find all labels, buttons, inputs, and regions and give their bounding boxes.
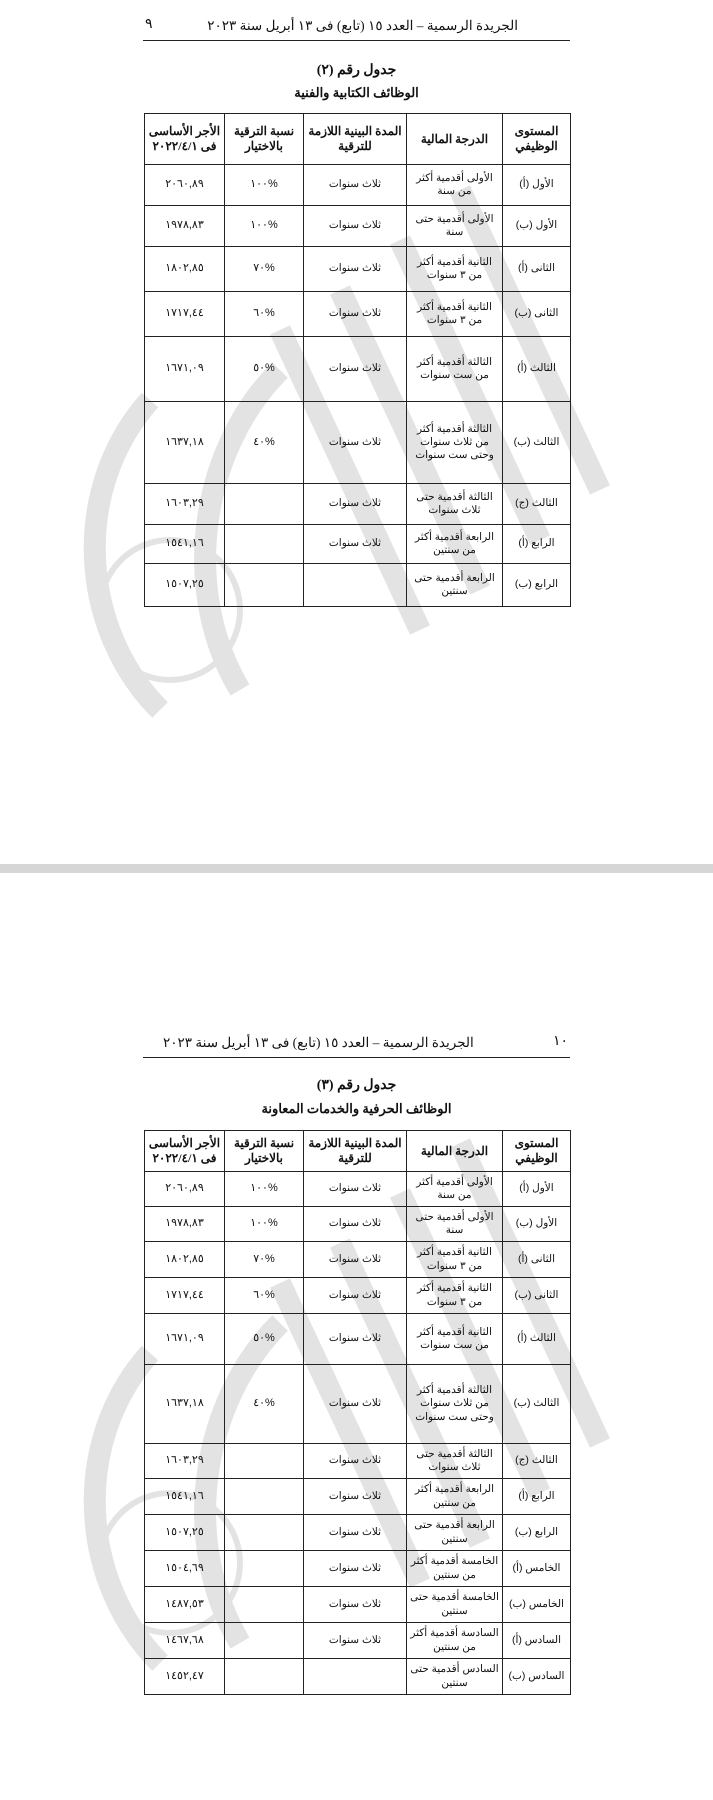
promotion-duration-cell: ثلاث سنوات: [304, 165, 407, 206]
financial-grade-cell: السادس أقدمية حتى سنتين: [407, 1659, 503, 1695]
promotion-ratio-cell: %٤٠: [225, 1365, 304, 1444]
promotion-ratio-cell: %١٠٠: [225, 1172, 304, 1207]
promotion-duration-cell: ثلاث سنوات: [304, 484, 407, 525]
job-level-cell: الثانى (ب): [503, 1278, 571, 1314]
table-row: [145, 484, 571, 525]
financial-grade-cell: الثالثة أقدمية حتى ثلاث سنوات: [407, 484, 503, 525]
job-level-cell: الثالث (ب): [503, 1365, 571, 1444]
basic-wage-cell: ٢٠٦٠,٨٩: [145, 1172, 225, 1207]
table-row: [145, 247, 571, 292]
promotion-duration-cell: ثلاث سنوات: [304, 247, 407, 292]
promotion-ratio-cell: [225, 525, 304, 564]
job-level-cell: الأول (ب): [503, 206, 571, 247]
job-level-cell: السادس (أ): [503, 1623, 571, 1659]
job-level-cell: الخامس (أ): [503, 1551, 571, 1587]
financial-grade-cell: الرابعة أقدمية حتى سنتين: [407, 1515, 503, 1551]
financial-grade-cell: الثالثة أقدمية حتى ثلاث سنوات: [407, 1444, 503, 1479]
financial-grade-cell: الأولى أقدمية أكثر من سنة: [407, 1172, 503, 1207]
basic-wage-cell: ١٦٧١,٠٩: [145, 337, 225, 402]
financial-grade-cell: الثالثة أقدمية أكثر من ست سنوات: [407, 337, 503, 402]
table-row: [145, 1207, 571, 1242]
promotion-duration-cell: [304, 1659, 407, 1695]
basic-wage-cell: ١٦٠٣,٢٩: [145, 1444, 225, 1479]
table-row: [145, 1515, 571, 1551]
table-row: [145, 525, 571, 564]
table-row: [145, 1314, 571, 1365]
gazette-page-10: [0, 873, 713, 1800]
financial-grade-cell: الثالثة أقدمية أكثر من ثلاث سنوات وحتى ست سنوات: [407, 402, 503, 484]
table-row: [145, 1623, 571, 1659]
table-row: [145, 1551, 571, 1587]
promotion-duration-cell: ثلاث سنوات: [304, 1365, 407, 1444]
column-header: نسبة الترقية بالاختيار: [225, 114, 304, 165]
basic-wage-cell: ١٥٠٧,٢٥: [145, 1515, 225, 1551]
basic-wage-cell: ١٨٠٢,٨٥: [145, 1242, 225, 1278]
basic-wage-cell: ١٦٣٧,١٨: [145, 1365, 225, 1444]
promotion-duration-cell: [304, 564, 407, 607]
job-level-cell: الأول (أ): [503, 1172, 571, 1207]
financial-grade-cell: الخامسة أقدمية أكثر من سنتين: [407, 1551, 503, 1587]
promotion-ratio-cell: [225, 564, 304, 607]
table-row: [145, 1659, 571, 1695]
promotion-ratio-cell: %٦٠: [225, 1278, 304, 1314]
table-row: [145, 1278, 571, 1314]
job-level-cell: الثانى (أ): [503, 247, 571, 292]
column-header: المدة البينية اللازمة للترقية: [304, 114, 407, 165]
promotion-ratio-cell: [225, 1659, 304, 1695]
basic-wage-cell: ٢٠٦٠,٨٩: [145, 165, 225, 206]
financial-grade-cell: الرابعة أقدمية حتى سنتين: [407, 564, 503, 607]
basic-wage-cell: ١٤٥٢,٤٧: [145, 1659, 225, 1695]
table-row: [145, 1479, 571, 1515]
promotion-ratio-cell: [225, 1551, 304, 1587]
table-row: [145, 1587, 571, 1623]
page-number: ٩: [145, 17, 153, 32]
promotion-ratio-cell: %٥٠: [225, 337, 304, 402]
table-row: [145, 1172, 571, 1207]
job-level-cell: الأول (أ): [503, 165, 571, 206]
job-level-cell: الثالث (ب): [503, 402, 571, 484]
column-header: المدة البينية اللازمة للترقية: [304, 1131, 407, 1172]
promotion-duration-cell: ثلاث سنوات: [304, 1207, 407, 1242]
basic-wage-cell: ١٨٠٢,٨٥: [145, 247, 225, 292]
financial-grade-cell: الأولى أقدمية أكثر من سنة: [407, 165, 503, 206]
promotion-ratio-cell: [225, 1587, 304, 1623]
promotion-duration-cell: ثلاث سنوات: [304, 1515, 407, 1551]
promotion-ratio-cell: %٤٠: [225, 402, 304, 484]
basic-wage-cell: ١٩٧٨,٨٣: [145, 1207, 225, 1242]
financial-grade-cell: الثالثة أقدمية أكثر من ثلاث سنوات وحتى ست سنوات: [407, 1365, 503, 1444]
table-row: [145, 165, 571, 206]
table-row: [145, 1444, 571, 1479]
job-level-cell: الثالث (ج): [503, 484, 571, 525]
promotion-ratio-cell: %١٠٠: [225, 1207, 304, 1242]
promotion-ratio-cell: %٦٠: [225, 292, 304, 337]
promotion-duration-cell: ثلاث سنوات: [304, 1551, 407, 1587]
promotion-duration-cell: ثلاث سنوات: [304, 337, 407, 402]
financial-grade-cell: السادسة أقدمية أكثر من سنتين: [407, 1623, 503, 1659]
basic-wage-cell: ١٥٤١,١٦: [145, 525, 225, 564]
basic-wage-cell: ١٧١٧,٤٤: [145, 292, 225, 337]
promotion-ratio-cell: [225, 1623, 304, 1659]
financial-grade-cell: الثانية أقدمية أكثر من ٣ سنوات: [407, 292, 503, 337]
financial-grade-cell: الخامسة أقدمية حتى سنتين: [407, 1587, 503, 1623]
basic-wage-cell: ١٥٤١,١٦: [145, 1479, 225, 1515]
promotion-duration-cell: ثلاث سنوات: [304, 1479, 407, 1515]
promotion-ratio-cell: [225, 1515, 304, 1551]
promotion-duration-cell: ثلاث سنوات: [304, 292, 407, 337]
basic-wage-cell: ١٥٠٤,٦٩: [145, 1551, 225, 1587]
promotion-ratio-cell: [225, 1479, 304, 1515]
job-level-cell: الثانى (أ): [503, 1242, 571, 1278]
column-header: المستوى الوظيفي: [503, 1131, 571, 1172]
basic-wage-cell: ١٤٨٧,٥٣: [145, 1587, 225, 1623]
promotion-duration-cell: ثلاث سنوات: [304, 1242, 407, 1278]
promotion-ratio-cell: %٧٠: [225, 247, 304, 292]
page-header: [143, 10, 570, 41]
job-level-cell: الرابع (أ): [503, 525, 571, 564]
promotion-duration-cell: ثلاث سنوات: [304, 206, 407, 247]
gazette-issue-title: الجريدة الرسمية – العدد ١٥ (تابع) فى ١٣ أبريل سنة ٢٠٢٣: [163, 1035, 474, 1050]
promotion-duration-cell: ثلاث سنوات: [304, 1623, 407, 1659]
column-header: نسبة الترقية بالاختيار: [225, 1131, 304, 1172]
table-row: [145, 206, 571, 247]
promotion-duration-cell: ثلاث سنوات: [304, 1444, 407, 1479]
salary-table: [144, 113, 571, 607]
table-title: جدول رقم (٢): [316, 63, 397, 78]
financial-grade-cell: الرابعة أقدمية أكثر من سنتين: [407, 525, 503, 564]
table-title: جدول رقم (٣): [316, 1078, 397, 1093]
table-subtitle: الوظائف الحرفية والخدمات المعاونة: [261, 1101, 452, 1116]
table-row: [145, 337, 571, 402]
job-level-cell: الثالث (أ): [503, 337, 571, 402]
table-row: [145, 1242, 571, 1278]
financial-grade-cell: الثانية أقدمية أكثر من ست سنوات: [407, 1314, 503, 1365]
basic-wage-cell: ١٤٦٧,٦٨: [145, 1623, 225, 1659]
table-row: [145, 1365, 571, 1444]
table-header-row: [145, 114, 571, 165]
promotion-ratio-cell: [225, 1444, 304, 1479]
salary-table: [144, 1130, 571, 1695]
promotion-duration-cell: ثلاث سنوات: [304, 1172, 407, 1207]
table-header-row: [145, 1131, 571, 1172]
column-header: الأجر الأساسى فى ٢٠٢٢/٤/١: [145, 114, 225, 165]
table-subtitle: الوظائف الكتابية والفنية: [294, 85, 419, 100]
promotion-duration-cell: ثلاث سنوات: [304, 525, 407, 564]
job-level-cell: الأول (ب): [503, 1207, 571, 1242]
promotion-ratio-cell: [225, 484, 304, 525]
financial-grade-cell: الثانية أقدمية أكثر من ٣ سنوات: [407, 1242, 503, 1278]
basic-wage-cell: ١٦٧١,٠٩: [145, 1314, 225, 1365]
promotion-ratio-cell: %١٠٠: [225, 206, 304, 247]
financial-grade-cell: الثانية أقدمية أكثر من ٣ سنوات: [407, 1278, 503, 1314]
basic-wage-cell: ١٥٠٧,٢٥: [145, 564, 225, 607]
basic-wage-cell: ١٩٧٨,٨٣: [145, 206, 225, 247]
job-level-cell: الرابع (ب): [503, 1515, 571, 1551]
financial-grade-cell: الأولى أقدمية حتى سنة: [407, 1207, 503, 1242]
basic-wage-cell: ١٧١٧,٤٤: [145, 1278, 225, 1314]
column-header: المستوى الوظيفي: [503, 114, 571, 165]
promotion-duration-cell: ثلاث سنوات: [304, 1587, 407, 1623]
svg-text:‏‏‏‏‏: ‏‏‏‏‏: [342, 565, 414, 607]
job-level-cell: الخامس (ب): [503, 1587, 571, 1623]
job-level-cell: الرابع (أ): [503, 1479, 571, 1515]
table-row: [145, 402, 571, 484]
financial-grade-cell: الثانية أقدمية أكثر من ٣ سنوات: [407, 247, 503, 292]
promotion-ratio-cell: %٧٠: [225, 1242, 304, 1278]
gazette-issue-title: الجريدة الرسمية – العدد ١٥ (تابع) فى ١٣ أبريل سنة ٢٠٢٣: [207, 18, 518, 33]
job-level-cell: الثانى (ب): [503, 292, 571, 337]
basic-wage-cell: ١٦٣٧,١٨: [145, 402, 225, 484]
table-row: [145, 564, 571, 607]
page-number: ١٠: [552, 1034, 568, 1049]
promotion-ratio-cell: %٥٠: [225, 1314, 304, 1365]
basic-wage-cell: ١٦٠٣,٢٩: [145, 484, 225, 525]
column-header: الدرجة المالية: [407, 114, 503, 165]
page-header: [143, 1027, 570, 1058]
table-row: [145, 292, 571, 337]
column-header: الدرجة المالية: [407, 1131, 503, 1172]
job-level-cell: السادس (ب): [503, 1659, 571, 1695]
column-header: الأجر الأساسى فى ٢٠٢٢/٤/١: [145, 1131, 225, 1172]
financial-grade-cell: الرابعة أقدمية أكثر من سنتين: [407, 1479, 503, 1515]
financial-grade-cell: الأولى أقدمية حتى سنة: [407, 206, 503, 247]
promotion-ratio-cell: %١٠٠: [225, 165, 304, 206]
job-level-cell: الرابع (ب): [503, 564, 571, 607]
promotion-duration-cell: ثلاث سنوات: [304, 1278, 407, 1314]
gazette-page-9: [0, 0, 713, 864]
promotion-duration-cell: ثلاث سنوات: [304, 1314, 407, 1365]
job-level-cell: الثالث (ج): [503, 1444, 571, 1479]
job-level-cell: الثالث (أ): [503, 1314, 571, 1365]
promotion-duration-cell: ثلاث سنوات: [304, 402, 407, 484]
